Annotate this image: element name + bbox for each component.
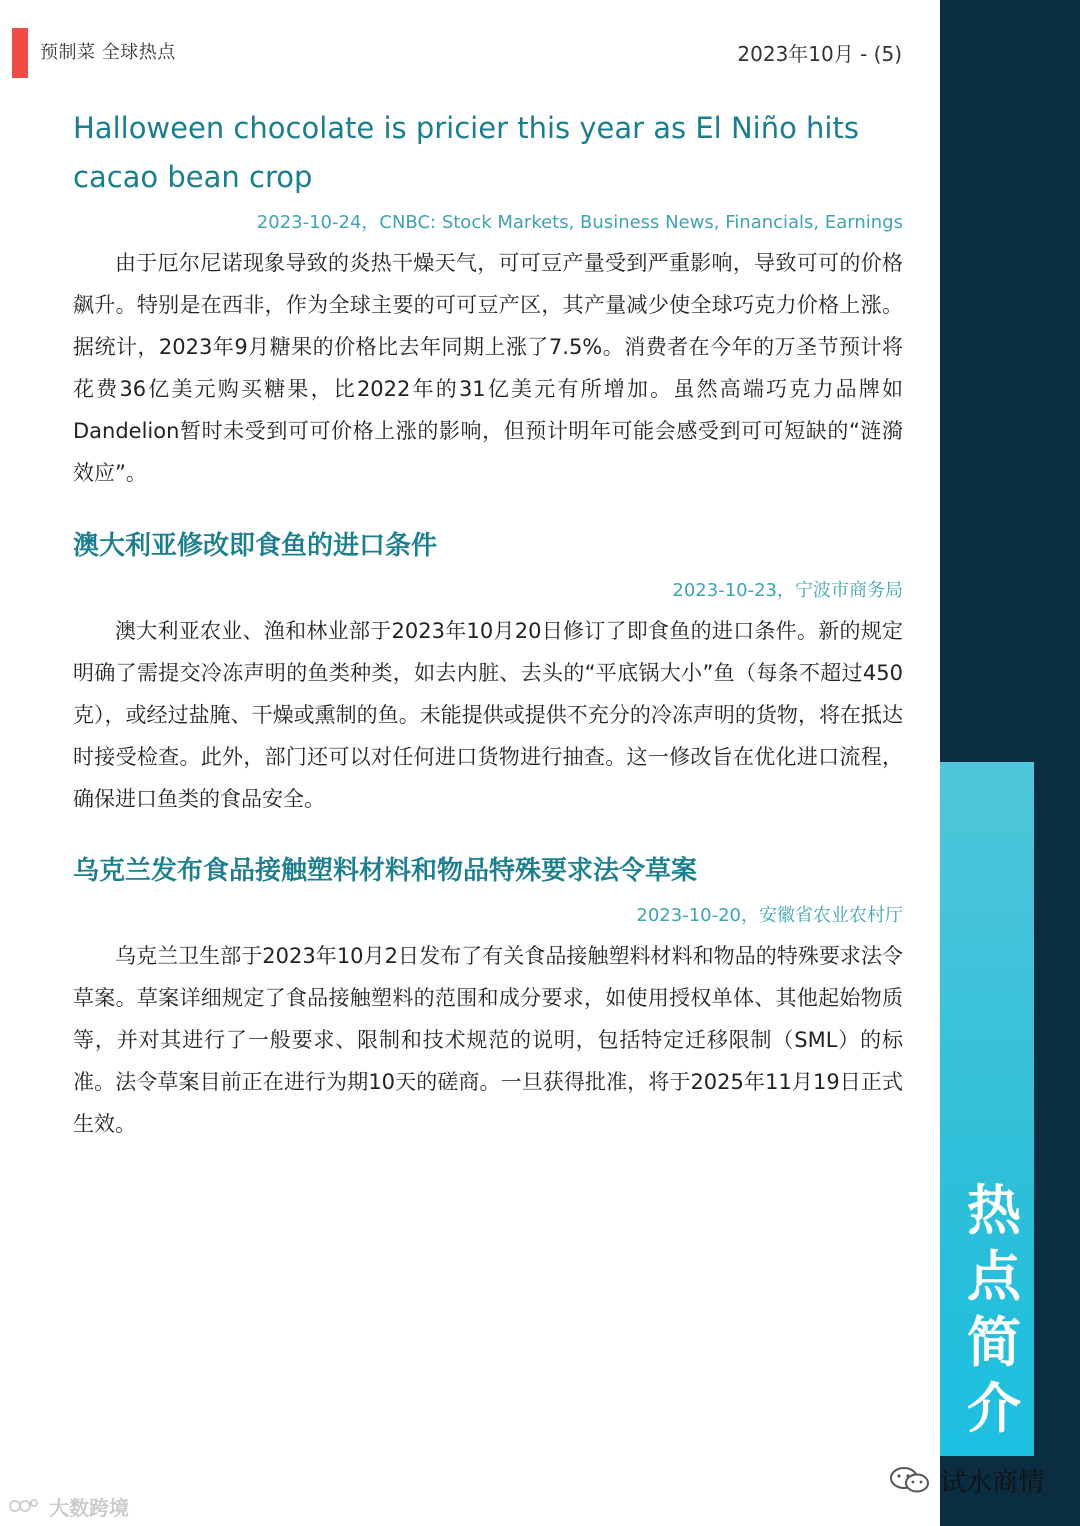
article-title: 乌克兰发布食品接触塑料材料和物品特殊要求法令草案: [73, 856, 698, 886]
article-body: 乌克兰卫生部于2023年10月2日发布了有关食品接触塑料材料和物品的特殊要求法令草案。草案详细规定了食品接触塑料的范围和成分要求，如使用授权单体、其他起始物质等，并对其进行了一般要求、限制和技术规范的说明，包括特定迁移限制（SML）的标准。法令草案目前正在进行为期10天的磋商。一旦获得批准，将于2025年11月19日正式生效。: [73, 944, 903, 1136]
wechat-icon: [888, 1465, 932, 1495]
article-3: [73, 853, 903, 1145]
article-2: [73, 528, 903, 820]
issue-label: 2023年10月 - (5): [737, 42, 902, 66]
watermark-left: [8, 1492, 129, 1521]
article-1: [73, 104, 903, 494]
watermark-right-text: 试水商情: [940, 1468, 1045, 1498]
sidebar-title-char: 热: [967, 1179, 1021, 1242]
watermark-right: [888, 1462, 1044, 1499]
article-body: 澳大利亚农业、渔和林业部于2023年10月20日修订了即食鱼的进口条件。新的规定明确了需提交冷冻声明的鱼类种类，如去内脏、去头的“平底锅大小”鱼（每条不超过450克），或经过盐腌、干燥或熏制的鱼。未能提供或提供不充分的冷冻声明的货物，将在抵达时接受检查。此外，部门还可以对任何进口货物进行抽查。这一修改旨在优化进口流程，确保进口鱼类的食品安全。: [73, 619, 903, 811]
article-meta: 2023-10-20，安徽省农业农村厅: [636, 905, 903, 926]
sidebar-title-char: 介: [967, 1377, 1021, 1440]
watermark-left-text: 大数跨境: [48, 1496, 129, 1520]
article-meta: 2023-10-23，宁波市商务局: [672, 580, 903, 601]
watermark-logo-icon: [8, 1496, 42, 1520]
article-title: 澳大利亚修改即食鱼的进口条件: [73, 531, 438, 561]
article-meta: 2023-10-24，CNBC: Stock Markets, Business News, Financials, Earnings: [256, 212, 903, 233]
section-marker: [12, 28, 28, 78]
article-body: 由于厄尔尼诺现象导致的炎热干燥天气，可可豆产量受到严重影响，导致可可的价格飙升。特别是在西非，作为全球主要的可可豆产区，其产量减少使全球巧克力价格上涨。据统计，2023年9月糖果的价格比去年同期上涨了7.5%。消费者在今年的万圣节预计将花费36亿美元购买糖果，比2022年的31亿美元有所增加。虽然高端巧克力品牌如Dandelion暂时未受到可可价格上涨的影响，但预计明年可能会感受到可可短缺的“涟漪效应”。: [73, 251, 903, 485]
sidebar-title: [940, 1178, 1048, 1442]
sidebar-title-char: 简: [967, 1311, 1021, 1374]
sidebar-title-char: 点: [967, 1245, 1021, 1308]
article-title: Halloween chocolate is pricier this year as El Niño hits cacao bean crop: [73, 111, 859, 194]
section-label: 预制菜 全球热点: [40, 42, 176, 63]
